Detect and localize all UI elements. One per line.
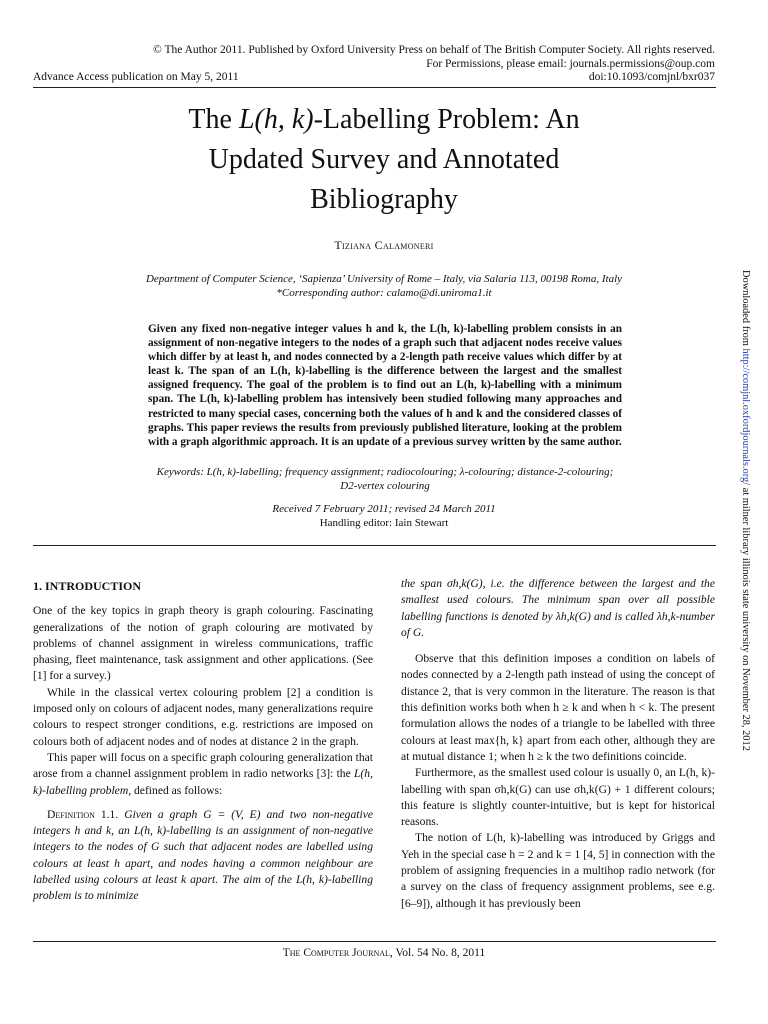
copyright-line: © The Author 2011. Published by Oxford University Press on behalf of The British Computer Society. All rights reserved.: [153, 44, 715, 56]
paragraph: This paper will focus on a specific graph colouring generalization that arose from a channel assignment problem in radio networks [3]: the L(h, k)-labelling problem, defined as follows:: [33, 750, 373, 797]
affiliation: Department of Computer Science, ‘Sapienza’ University of Rome – Italy, via Salaria 113, 00198 Roma, Italy *Corresponding author: calamo@di.uniroma1.it: [60, 272, 708, 300]
author-name: Tiziana Calamoneri: [334, 238, 434, 252]
received-dates: Received 7 February 2011; revised 24 March 2011 Handling editor: Iain Stewart: [0, 502, 768, 530]
doi-line: doi:10.1093/comjnl/bxr037: [588, 71, 715, 83]
handling-editor: Handling editor: Iain Stewart: [319, 517, 449, 529]
corresponding-author: *Corresponding author: calamo@di.uniroma1.it: [276, 287, 492, 299]
keywords: Keywords: L(h, k)-labelling; frequency assignment; radiocolouring; λ-colouring; distance-2-colouring; D2-vertex colouring: [156, 466, 614, 492]
header-rule: [33, 87, 716, 88]
definition-label: Definition 1.1.: [47, 807, 119, 821]
left-column: [33, 576, 373, 905]
body-top-rule: [33, 545, 716, 546]
paragraph: One of the key topics in graph theory is graph colouring. Fascinating generalizations of the notion of graph colouring are motivated by problems of channel assignment in wireless communications, traffic phasing, fleet maintenance, task assignment and other applications. (See [1] for a survey.): [33, 604, 373, 683]
paragraph: The notion of L(h, k)-labelling was introduced by Griggs and Yeh in the special case h = 2 and k = 1 [4, 5] in connection with the problem of assigning frequencies in a multihop radio network (for a survey on the class of frequency assignment problems, see e.g. [6–9]), although it has previously been: [401, 831, 715, 910]
section-heading: 1. INTRODUCTION: [33, 579, 142, 593]
right-column: [401, 576, 715, 912]
permissions-line: For Permissions, please email: journals.permissions@oup.com: [426, 58, 715, 70]
journal-url-link[interactable]: http://comjnl.oxfordjournals.org/: [740, 348, 751, 486]
definition: Definition 1.1. Given a graph G = (V, E) and two non-negative integers h and k, an L(h, k)-labelling is an assignment of non-negative integers to the nodes of G such that adjacent nodes are labelled using colours at least h apart, and nodes having a common neighbour are labelled using colours at least k apart. The aim of the L(h, k)-labelling problem is to minimize: [33, 807, 373, 903]
download-sidebar: Downloaded from http://comjnl.oxfordjournals.org/ at milner library illinois state university on November 28, 2012: [740, 270, 751, 751]
abstract: Given any fixed non-negative integer values h and k, the L(h, k)-labelling problem consists in an assignment of non-negative integers to the nodes of a graph such that adjacent nodes receive values which differ by at least h, and nodes connected by a 2-length path receive values which differ by at least k. The span of an L(h, k)-labelling is the difference between the largest and the smallest assigned frequency. The goal of the problem is to find out an L(h, k)-labelling with a minimum span. The L(h, k)-labelling problem has intensively been studied following many approaches and restricted to many special cases, concerning both the values of h and k and the considered classes of graphs. This paper reviews the results from previously published literature, looking at the problem with a graph algorithmic approach. It is an update of a previous survey written by the same author.: [148, 323, 622, 448]
paragraph: While in the classical vertex colouring problem [2] a condition is imposed only on colours of adjacent nodes, many generalizations require colours to respect stronger conditions, e.g. restrictions are imposed on colours both of adjacent nodes and of nodes at distance 2 in the graph.: [33, 685, 373, 748]
paragraph: Furthermore, as the smallest used colour is usually 0, an L(h, k)-labelling with span σh,k(G) can use σh,k(G) + 1 different colours; this feature is slightly counter-intuitive, but is kept for historical reasons.: [401, 766, 715, 829]
footer-rule: [33, 941, 716, 942]
journal-footer: The Computer Journal, Vol. 54 No. 8, 2011: [282, 947, 486, 959]
paper-title: The L(h, k)-Labelling Problem: An Updated Survey and Annotated Bibliography: [188, 104, 580, 215]
definition-continued: the span σh,k(G), i.e. the difference between the largest and the smallest used colours. The minimum span over all possible labelling functions is denoted by λh,k(G) and is called λh,k-number of G.: [401, 577, 715, 639]
advance-access-line: Advance Access publication on May 5, 2011: [33, 71, 239, 83]
paragraph: Observe that this definition imposes a condition on labels of nodes connected by a 2-length path instead of using the concept of distance 2, that is very common in the literature. The reason is that this definition works both when h ≥ k and when h < k. The present formulation allows the nodes of a triangle to be labelled with three colours at least max{h, k} apart from each other, although they are at mutual distance 1; when h ≥ k the two definitions coincide.: [401, 652, 715, 763]
title-math: L(h, k): [238, 104, 314, 135]
